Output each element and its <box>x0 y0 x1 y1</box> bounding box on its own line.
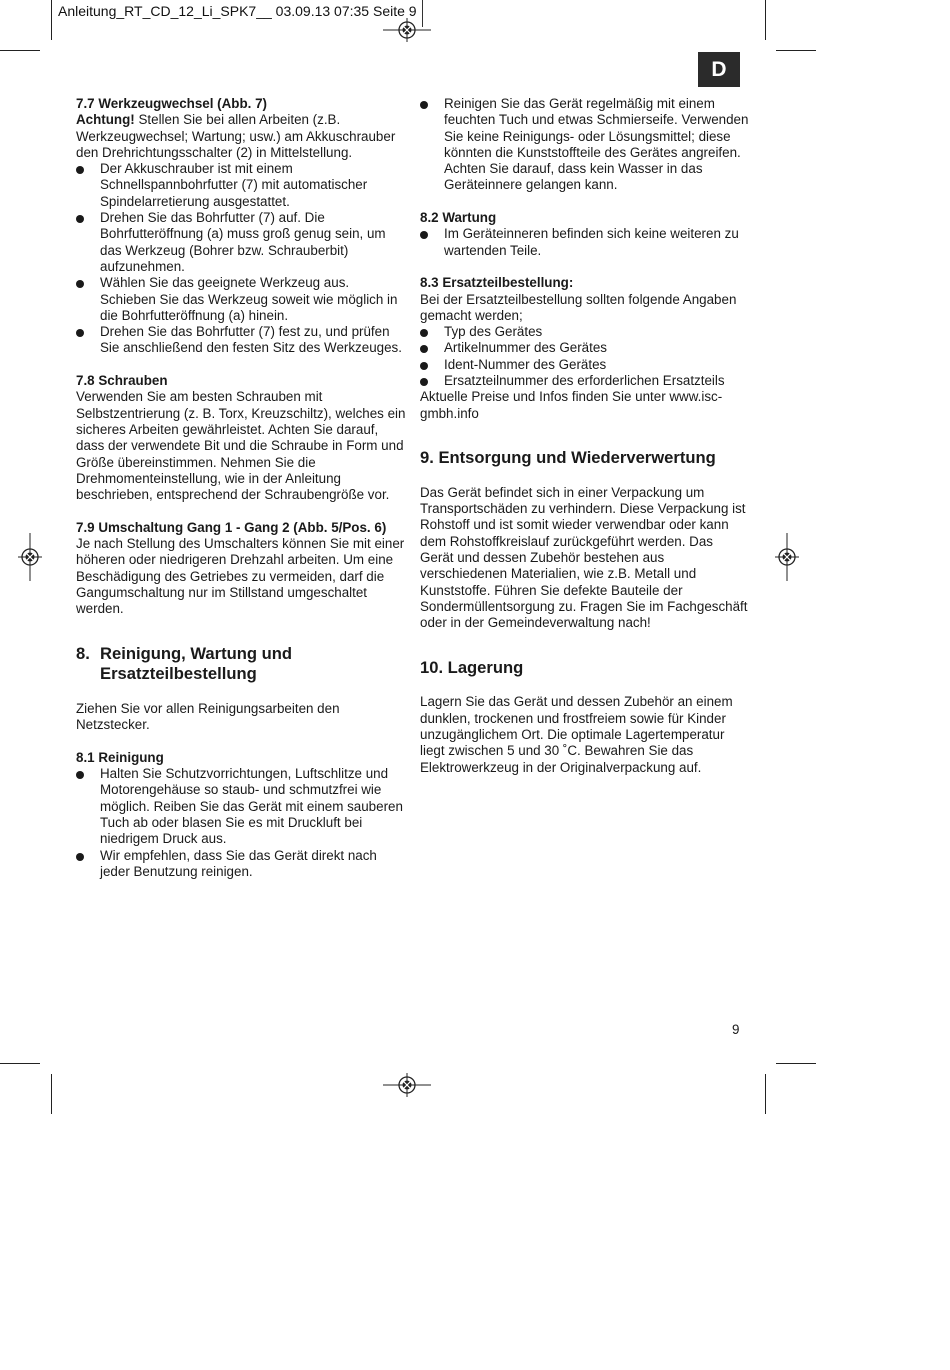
list-item: Ident-Nummer des Gerätes <box>420 357 750 373</box>
paragraph: Das Gerät befindet sich in einer Verpackung um Transportschäden zu verhindern. Diese Verpackung ist Rohstoff und ist somit wieder verwendbar oder kann dem Rohstoffkreislauf zurückgeführt werden. Das Gerät und dessen Zubehör bestehen aus verschiedenen Materialien, wie z.B. Metall und Kunststoffe. Führen Sie defekte Bauteile der Sondermüllentsorgung zu. Fragen Sie im Fachgeschäft oder in der Gemeindeverwaltung nach! <box>420 484 748 631</box>
list-item: Artikelnummer des Gerätes <box>420 340 750 356</box>
paragraph: Ziehen Sie vor allen Reinigungsarbeiten den Netzstecker. <box>76 700 340 733</box>
registration-mark-icon <box>18 533 42 581</box>
section-heading-8-3: 8.3 Ersatzteilbestellung: <box>420 275 574 291</box>
list-item: Typ des Gerätes <box>420 324 750 340</box>
chapter-title: Reinigung, Wartung und Ersatzteilbestellung <box>100 643 293 684</box>
caution-paragraph <box>76 112 406 161</box>
list-item: Im Geräteinneren befinden sich keine weiteren zu wartenden Teile. <box>420 226 750 259</box>
page-number: 9 <box>732 1022 740 1037</box>
section-heading-8-2: 8.2 Wartung <box>420 210 497 226</box>
crop-mark <box>776 50 816 51</box>
crop-mark <box>51 1074 52 1114</box>
list-item: Drehen Sie das Bohrfutter (7) auf. Die Bohrfutteröffnung (a) muss groß genug sein, um das Werkzeug (Bohrer bzw. Schrauberbit) aufzunehmen. <box>76 210 406 275</box>
caution-text: Stellen Sie bei allen Arbeiten (z.B. Werkzeugwechsel; Wartung; usw.) am Akkuschrauber den Drehrichtungsschalter (2) in Mittelstellung. <box>76 112 396 160</box>
bullet-list <box>420 324 750 389</box>
chapter-heading-9: 9. Entsorgung und Wiederverwertung <box>420 447 716 467</box>
bullet-list <box>420 96 750 194</box>
list-item: Reinigen Sie das Gerät regelmäßig mit einem feuchten Tuch und etwas Schmierseife. Verwenden Sie keine Reinigungs- oder Lösungsmittel; diese könnten die Kunststoffteile des Gerätes angreifen. Achten Sie darauf, dass kein Wasser in das Geräteinnere gelangen kann. <box>420 96 750 194</box>
crop-mark <box>0 1063 40 1064</box>
section-heading-7-8: 7.8 Schrauben <box>76 373 168 389</box>
section-heading-7-9: 7.9 Umschaltung Gang 1 - Gang 2 (Abb. 5/Pos. 6) <box>76 519 387 535</box>
chapter-heading-10: 10. Lagerung <box>420 657 524 677</box>
list-item: Ersatzteilnummer des erforderlichen Ersatzteils <box>420 373 750 389</box>
list-item: Halten Sie Schutzvorrichtungen, Luftschlitze und Motorengehäuse so staub- und schmutzfrei wie möglich. Reiben Sie das Gerät mit einem sauberen Tuch ab oder blasen Sie es mit Druckluft bei niedrigem Druck aus. <box>76 766 406 847</box>
section-heading-7-7: 7.7 Werkzeugwechsel (Abb. 7) <box>76 96 267 111</box>
list-item: Der Akkuschrauber ist mit einem Schnellspannbohrfutter (7) mit automatischer Spindelarretierung ausgestattet. <box>76 161 406 210</box>
registration-mark-icon <box>383 18 431 42</box>
list-item: Drehen Sie das Bohrfutter (7) fest zu, und prüfen Sie anschließend den festen Sitz des Werkzeuges. <box>76 324 406 357</box>
chapter-heading-8 <box>76 644 406 685</box>
crop-mark <box>776 1063 816 1064</box>
crop-mark <box>51 0 52 40</box>
crop-mark <box>765 1074 766 1114</box>
language-badge: D <box>698 52 740 87</box>
registration-mark-icon <box>383 1073 431 1097</box>
print-slug: Anleitung_RT_CD_12_Li_SPK7__ 03.09.13 07:35 Seite 9 <box>51 0 423 27</box>
bullet-list <box>76 766 406 880</box>
bullet-list <box>76 161 406 357</box>
paragraph: Bei der Ersatzteilbestellung sollten folgende Angaben gemacht werden; <box>420 291 737 323</box>
list-item: Wir empfehlen, dass Sie das Gerät direkt nach jeder Benutzung reinigen. <box>76 848 406 881</box>
section-heading-8-1: 8.1 Reinigung <box>76 749 164 765</box>
list-item: Wählen Sie das geeignete Werkzeug aus. Schieben Sie das Werkzeug soweit wie möglich in die Bohrfutteröffnung (a) hinein. <box>76 275 406 324</box>
left-column <box>76 96 406 880</box>
chapter-number: 8. <box>76 643 90 663</box>
paragraph: Je nach Stellung des Umschalters können Sie mit einer höheren oder niedrigeren Drehzahl arbeiten. Um eine Beschädigung des Getriebes zu vermeiden, darf die Gangumschaltung nur im Stillstand umgeschaltet werden. <box>76 536 405 617</box>
paragraph: Lagern Sie das Gerät und dessen Zubehör an einem dunklen, trockenen und frostfreiem sowie für Kinder unzugänglichem Ort. Die optimale Lagertemperatur liegt zwischen 5 und 30 ˚C. Bewahren Sie das Elektrowerkzeug in der Originalverpackung auf. <box>420 694 733 775</box>
registration-mark-icon <box>775 533 799 581</box>
bullet-list <box>420 226 750 259</box>
paragraph: Aktuelle Preise und Infos finden Sie unter www.isc-gmbh.info <box>420 389 723 421</box>
right-column <box>420 96 750 776</box>
crop-mark <box>765 0 766 40</box>
crop-mark <box>0 50 40 51</box>
caution-label: Achtung! <box>76 112 135 128</box>
paragraph: Verwenden Sie am besten Schrauben mit Selbstzentrierung (z. B. Torx, Kreuzschiltz), welches ein sicheres Arbeiten gewährleistet. Achten Sie darauf, dass der verwendete Bit und die Schraube in Form und Größe übereinstimmen. Nehmen Sie die Drehmomenteinstellung, wie in der Anleitung beschrieben, entsprechend der Schraubengröße vor. <box>76 389 406 503</box>
